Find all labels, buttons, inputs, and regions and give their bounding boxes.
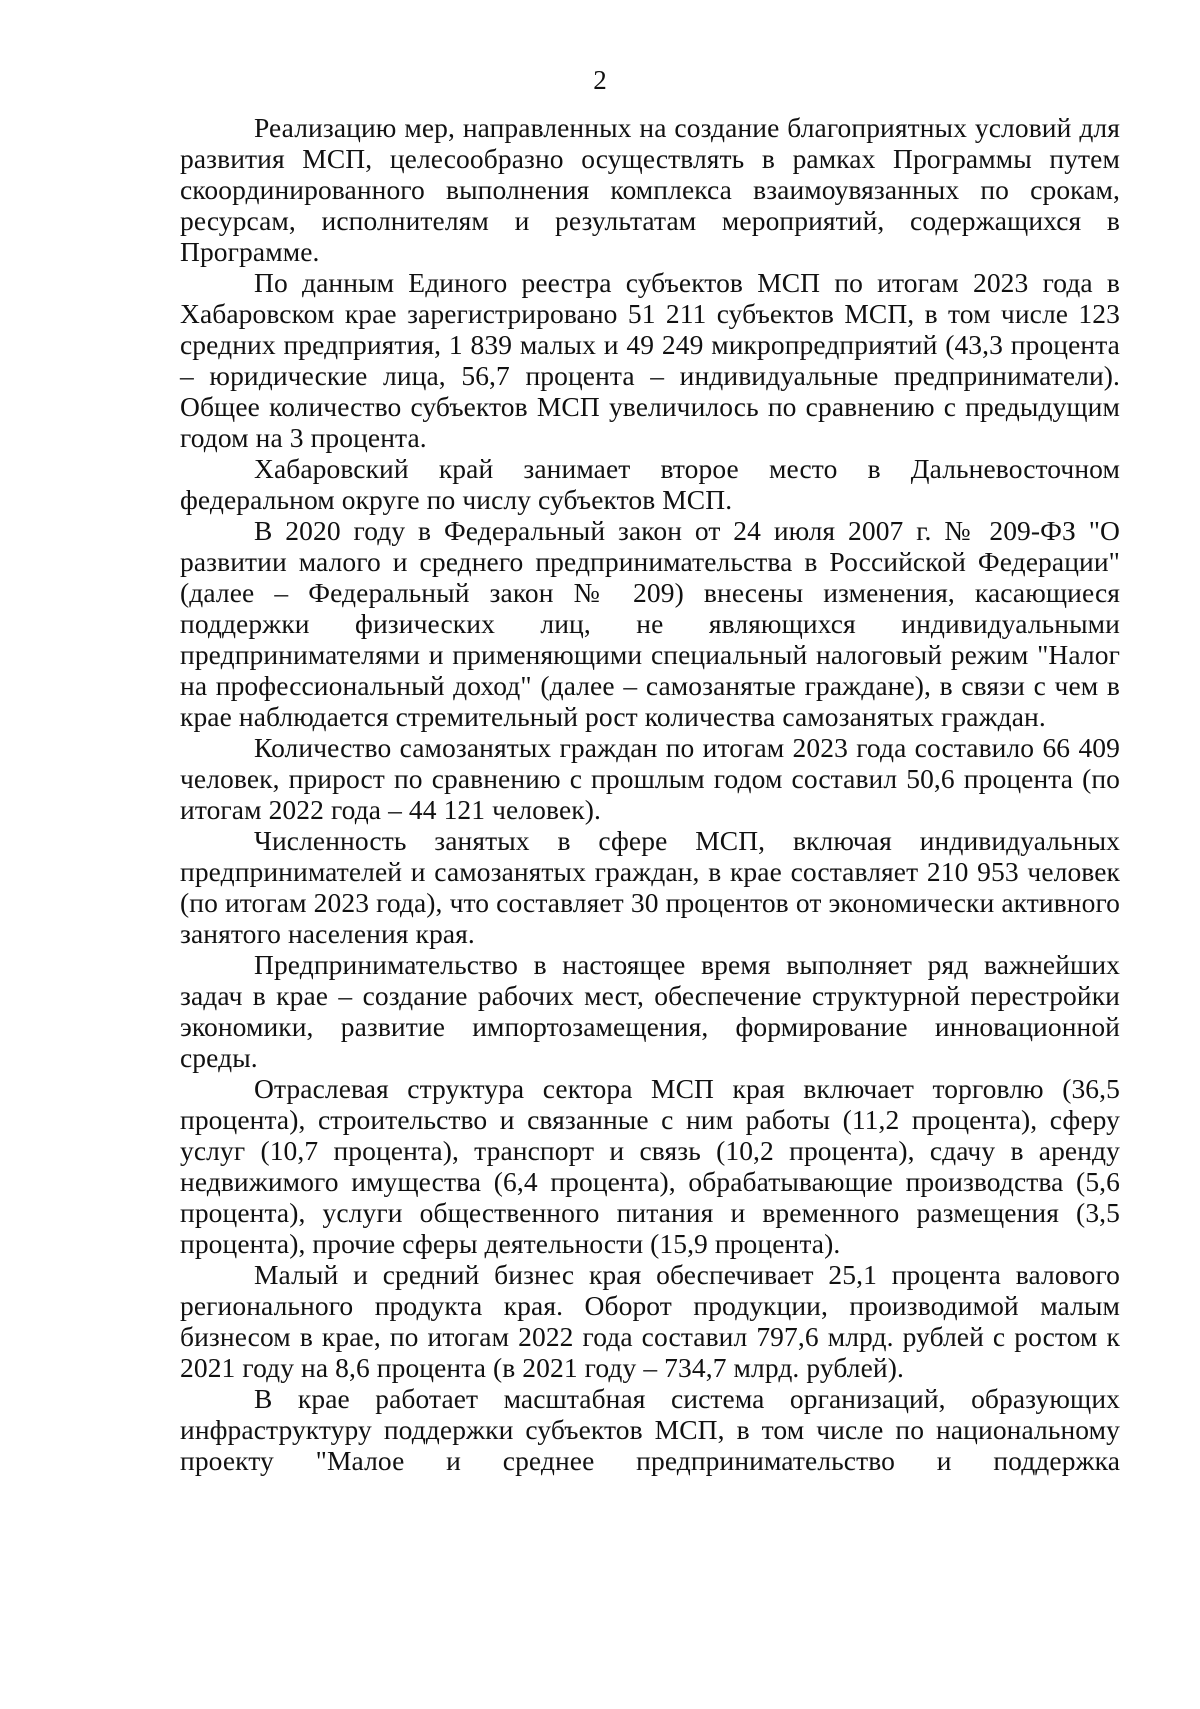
paragraph-self-employed: Количество самозанятых граждан по итогам 2023 года составило 66 409 человек, прирост по сравнению с прошлым годом составил 50,6 процента (по итогам 2022 года – 44 121 человек). <box>180 732 1120 825</box>
paragraph-registry-data: По данным Единого реестра субъектов МСП по итогам 2023 года в Хабаровском крае зарегистрировано 51 211 субъектов МСП, в том числе 123 средних предприятия, 1 839 малых и 49 249 микропредприятий (43,3 процента – юридические лица, 56,7 процента – индивидуальные предприниматели). Общее количество субъектов МСП увеличилось по сравнению с предыдущим годом на 3 процента. <box>180 267 1120 453</box>
paragraph-support-infrastructure: В крае работает масштабная система организаций, образующих инфраструктуру поддержки субъектов МСП, в том числе по национальному проекту "Малое и среднее предпринимательство и поддержка <box>180 1383 1120 1476</box>
paragraph-employment: Численность занятых в сфере МСП, включая индивидуальных предпринимателей и самозанятых граждан, в крае составляет 210 953 человек (по итогам 2023 года), что составляет 30 процентов от экономически активного занятого населения края. <box>180 825 1120 949</box>
paragraph-federal-law: В 2020 году в Федеральный закон от 24 июля 2007 г. № 209-ФЗ "О развитии малого и среднего предпринимательства в Российской Федерации" (далее – Федеральный закон № 209) внесены изменения, касающиеся поддержки физических лиц, не являющихся индивидуальными предпринимателями и применяющими специальный налоговый режим "Налог на профессиональный доход" (далее – самозанятые граждане), в связи с чем в крае наблюдается стремительный рост количества самозанятых граждан. <box>180 515 1120 732</box>
paragraph-implementation: Реализацию мер, направленных на создание благоприятных условий для развития МСП, целесообразно осуществлять в рамках Программы путем скоординированного выполнения комплекса взаимоувязанных по срокам, ресурсам, исполнителям и результатам мероприятий, содержащихся в Программе. <box>180 112 1120 267</box>
paragraph-business-turnover: Малый и средний бизнес края обеспечивает 25,1 процента валового регионального продукта края. Оборот продукции, производимой малым бизнесом в крае, по итогам 2022 года составил 797,6 млрд. рублей с ростом к 2021 году на 8,6 процента (в 2021 году – 734,7 млрд. рублей). <box>180 1259 1120 1383</box>
document-body <box>180 112 1120 1476</box>
page-number: 2 <box>593 65 607 95</box>
paragraph-regional-rank: Хабаровский край занимает второе место в Дальневосточном федеральном округе по числу субъектов МСП. <box>180 453 1120 515</box>
paragraph-sector-structure: Отраслевая структура сектора МСП края включает торговлю (36,5 процента), строительство и связанные с ним работы (11,2 процента), сферу услуг (10,7 процента), транспорт и связь (10,2 процента), сдачу в аренду недвижимого имущества (6,4 процента), обрабатывающие производства (5,6 процента), услуги общественного питания и временного размещения (3,5 процента), прочие сферы деятельности (15,9 процента). <box>180 1073 1120 1259</box>
paragraph-entrepreneurship-tasks: Предпринимательство в настоящее время выполняет ряд важнейших задач в крае – создание рабочих мест, обеспечение структурной перестройки экономики, развитие импортозамещения, формирование инновационной среды. <box>180 949 1120 1073</box>
